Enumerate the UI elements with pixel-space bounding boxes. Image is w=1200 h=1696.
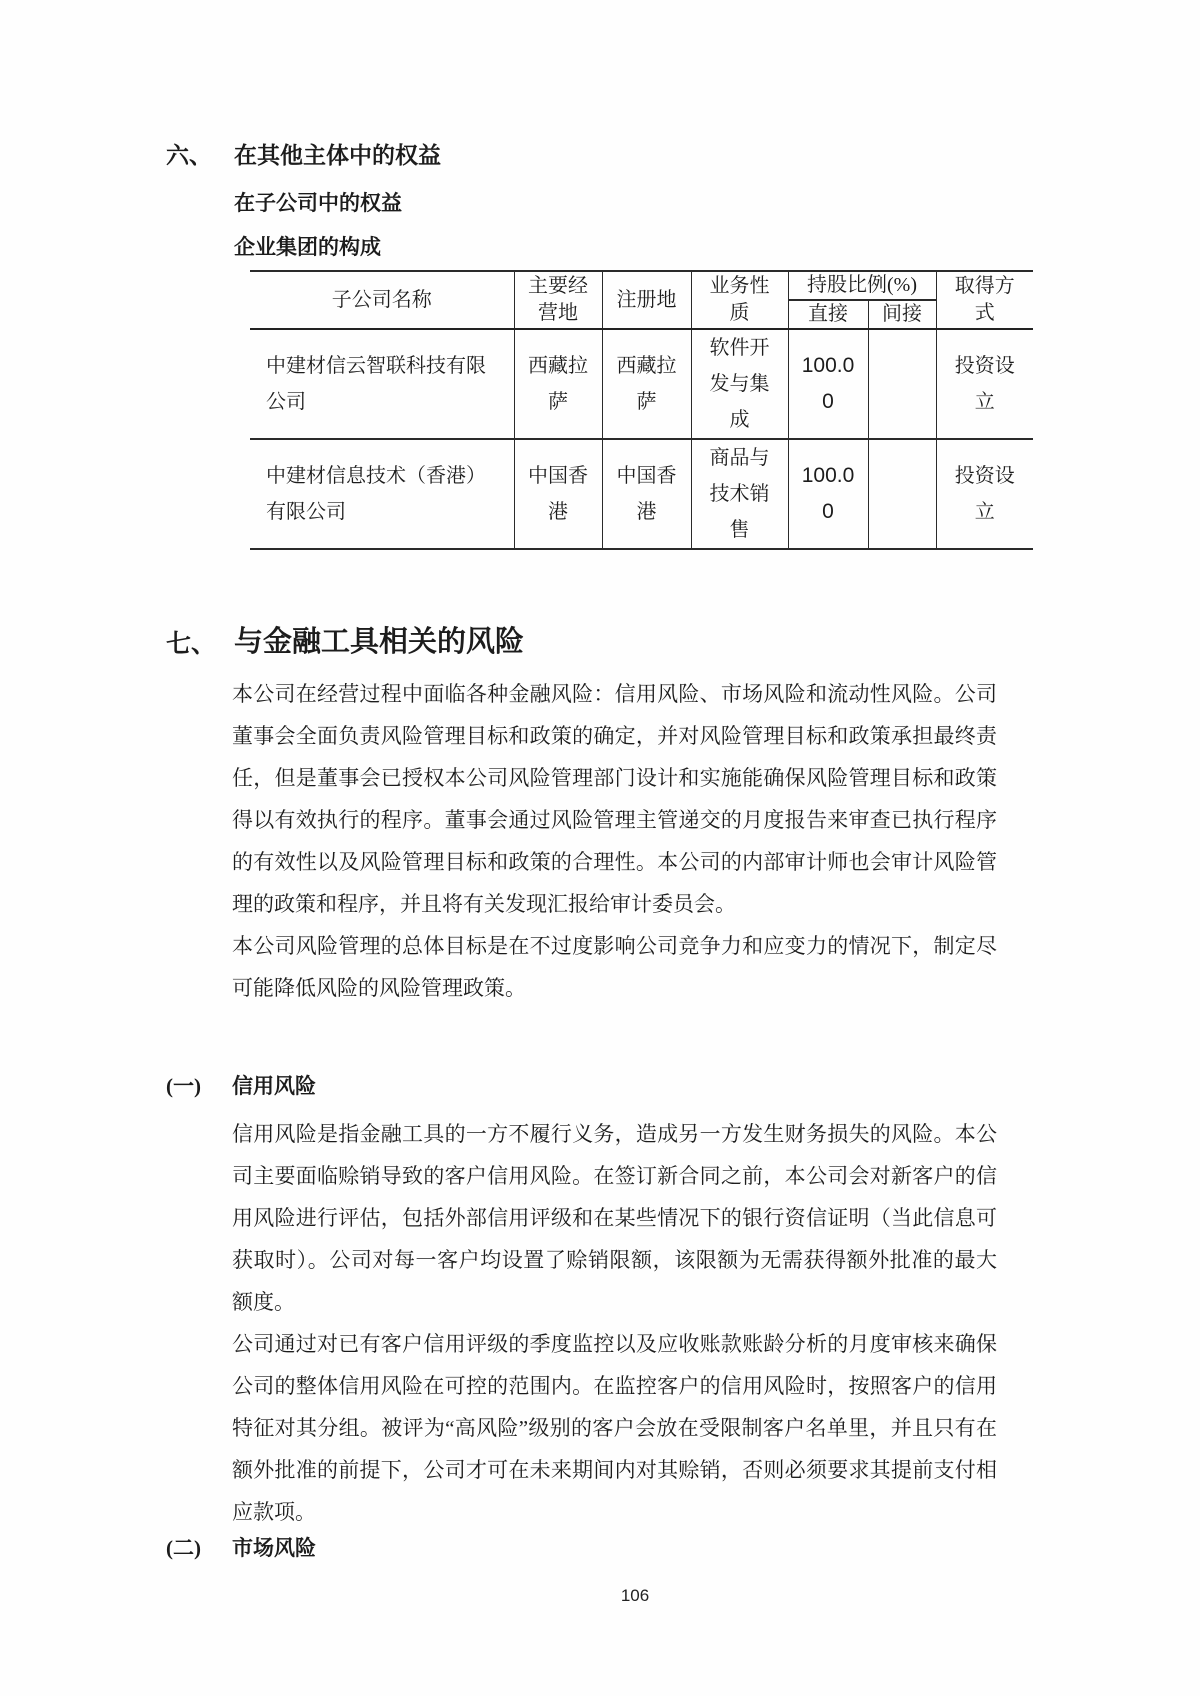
column-header-registration-place: 注册地	[602, 271, 691, 329]
column-header-name: 子公司名称	[250, 271, 514, 329]
column-header-direct: 直接	[788, 300, 868, 329]
cell-direct-ratio: 100.00	[788, 329, 868, 439]
cell-business-nature: 商品与技术销售	[691, 439, 788, 549]
subheading-group-composition: 企业集团的构成	[234, 235, 381, 259]
cell-indirect-ratio	[868, 439, 936, 549]
cell-business-place: 西藏拉萨	[514, 329, 602, 439]
section-6-heading	[0, 140, 1200, 172]
table-header-row	[250, 271, 1033, 300]
section-7-heading	[0, 622, 1200, 665]
cell-acquisition-method: 投资设立	[936, 329, 1033, 439]
paragraph: 本公司风险管理的总体目标是在不过度影响公司竞争力和应变力的情况下，制定尽可能降低风险的风险管理政策。	[232, 934, 997, 1000]
section-6-title: 在其他主体中的权益	[234, 143, 441, 168]
column-header-business-nature: 业务性质	[691, 271, 788, 329]
cell-registration-place: 中国香港	[602, 439, 691, 549]
cell-business-nature: 软件开发与集成	[691, 329, 788, 439]
paragraph: 本公司在经营过程中面临各种金融风险：信用风险、市场风险和流动性风险。公司董事会全面负责风险管理目标和政策的确定，并对风险管理目标和政策承担最终责任，但是董事会已授权本公司风险管理部门设计和实施能确保风险管理目标和政策得以有效执行的程序。董事会通过风险管理主管递交的月度报告来审查已执行程序的有效性以及风险管理目标和政策的合理性。本公司的内部审计师也会审计风险管理的政策和程序，并且将有关发现汇报给审计委员会。	[232, 682, 997, 916]
table-row	[250, 439, 1033, 549]
cell-registration-place: 西藏拉萨	[602, 329, 691, 439]
paragraph: 公司通过对已有客户信用评级的季度监控以及应收账款账龄分析的月度审核来确保公司的整体信用风险在可控的范围内。在监控客户的信用风险时，按照客户的信用特征对其分组。被评为“高风险”级别的客户会放在受限制客户名单里，并且只有在额外批准的前提下，公司才可在未来期间内对其赊销，否则必须要求其提前支付相应款项。	[232, 1332, 997, 1524]
credit-risk-title: 信用风险	[232, 1074, 316, 1098]
section-6-number: 六、	[166, 143, 212, 168]
section-7-intro	[232, 673, 997, 1009]
credit-risk-text	[232, 1113, 997, 1533]
page-number: 106	[620, 1586, 650, 1605]
column-header-business-place: 主要经营地	[514, 271, 602, 329]
column-header-shareholding-ratio: 持股比例(%)	[788, 271, 936, 300]
cell-business-place: 中国香港	[514, 439, 602, 549]
cell-acquisition-method: 投资设立	[936, 439, 1033, 549]
cell-subsidiary-name: 中建材信云智联科技有限公司	[250, 329, 514, 439]
credit-risk-number: (一)	[166, 1074, 201, 1098]
paragraph: 信用风险是指金融工具的一方不履行义务，造成另一方发生财务损失的风险。本公司主要面临赊销导致的客户信用风险。在签订新合同之前，本公司会对新客户的信用风险进行评估，包括外部信用评级和在某些情况下的银行资信证明（当此信息可获取时）。公司对每一客户均设置了赊销限额，该限额为无需获得额外批准的最大额度。	[232, 1122, 997, 1314]
cell-subsidiary-name: 中建材信息技术（香港）有限公司	[250, 439, 514, 549]
column-header-indirect: 间接	[868, 300, 936, 329]
subheading-interests-in-subsidiaries: 在子公司中的权益	[234, 191, 402, 215]
table-row	[250, 329, 1033, 439]
section-7-title: 与金融工具相关的风险	[234, 626, 525, 658]
subsidiaries-table	[250, 270, 1033, 550]
cell-direct-ratio: 100.00	[788, 439, 868, 549]
market-risk-heading	[0, 1533, 1200, 1563]
market-risk-number: (二)	[166, 1536, 201, 1560]
column-header-acquisition-method: 取得方式	[936, 271, 1033, 329]
section-7-number: 七、	[166, 631, 217, 658]
cell-indirect-ratio	[868, 329, 936, 439]
market-risk-title: 市场风险	[232, 1536, 316, 1560]
credit-risk-heading	[0, 1071, 1200, 1101]
